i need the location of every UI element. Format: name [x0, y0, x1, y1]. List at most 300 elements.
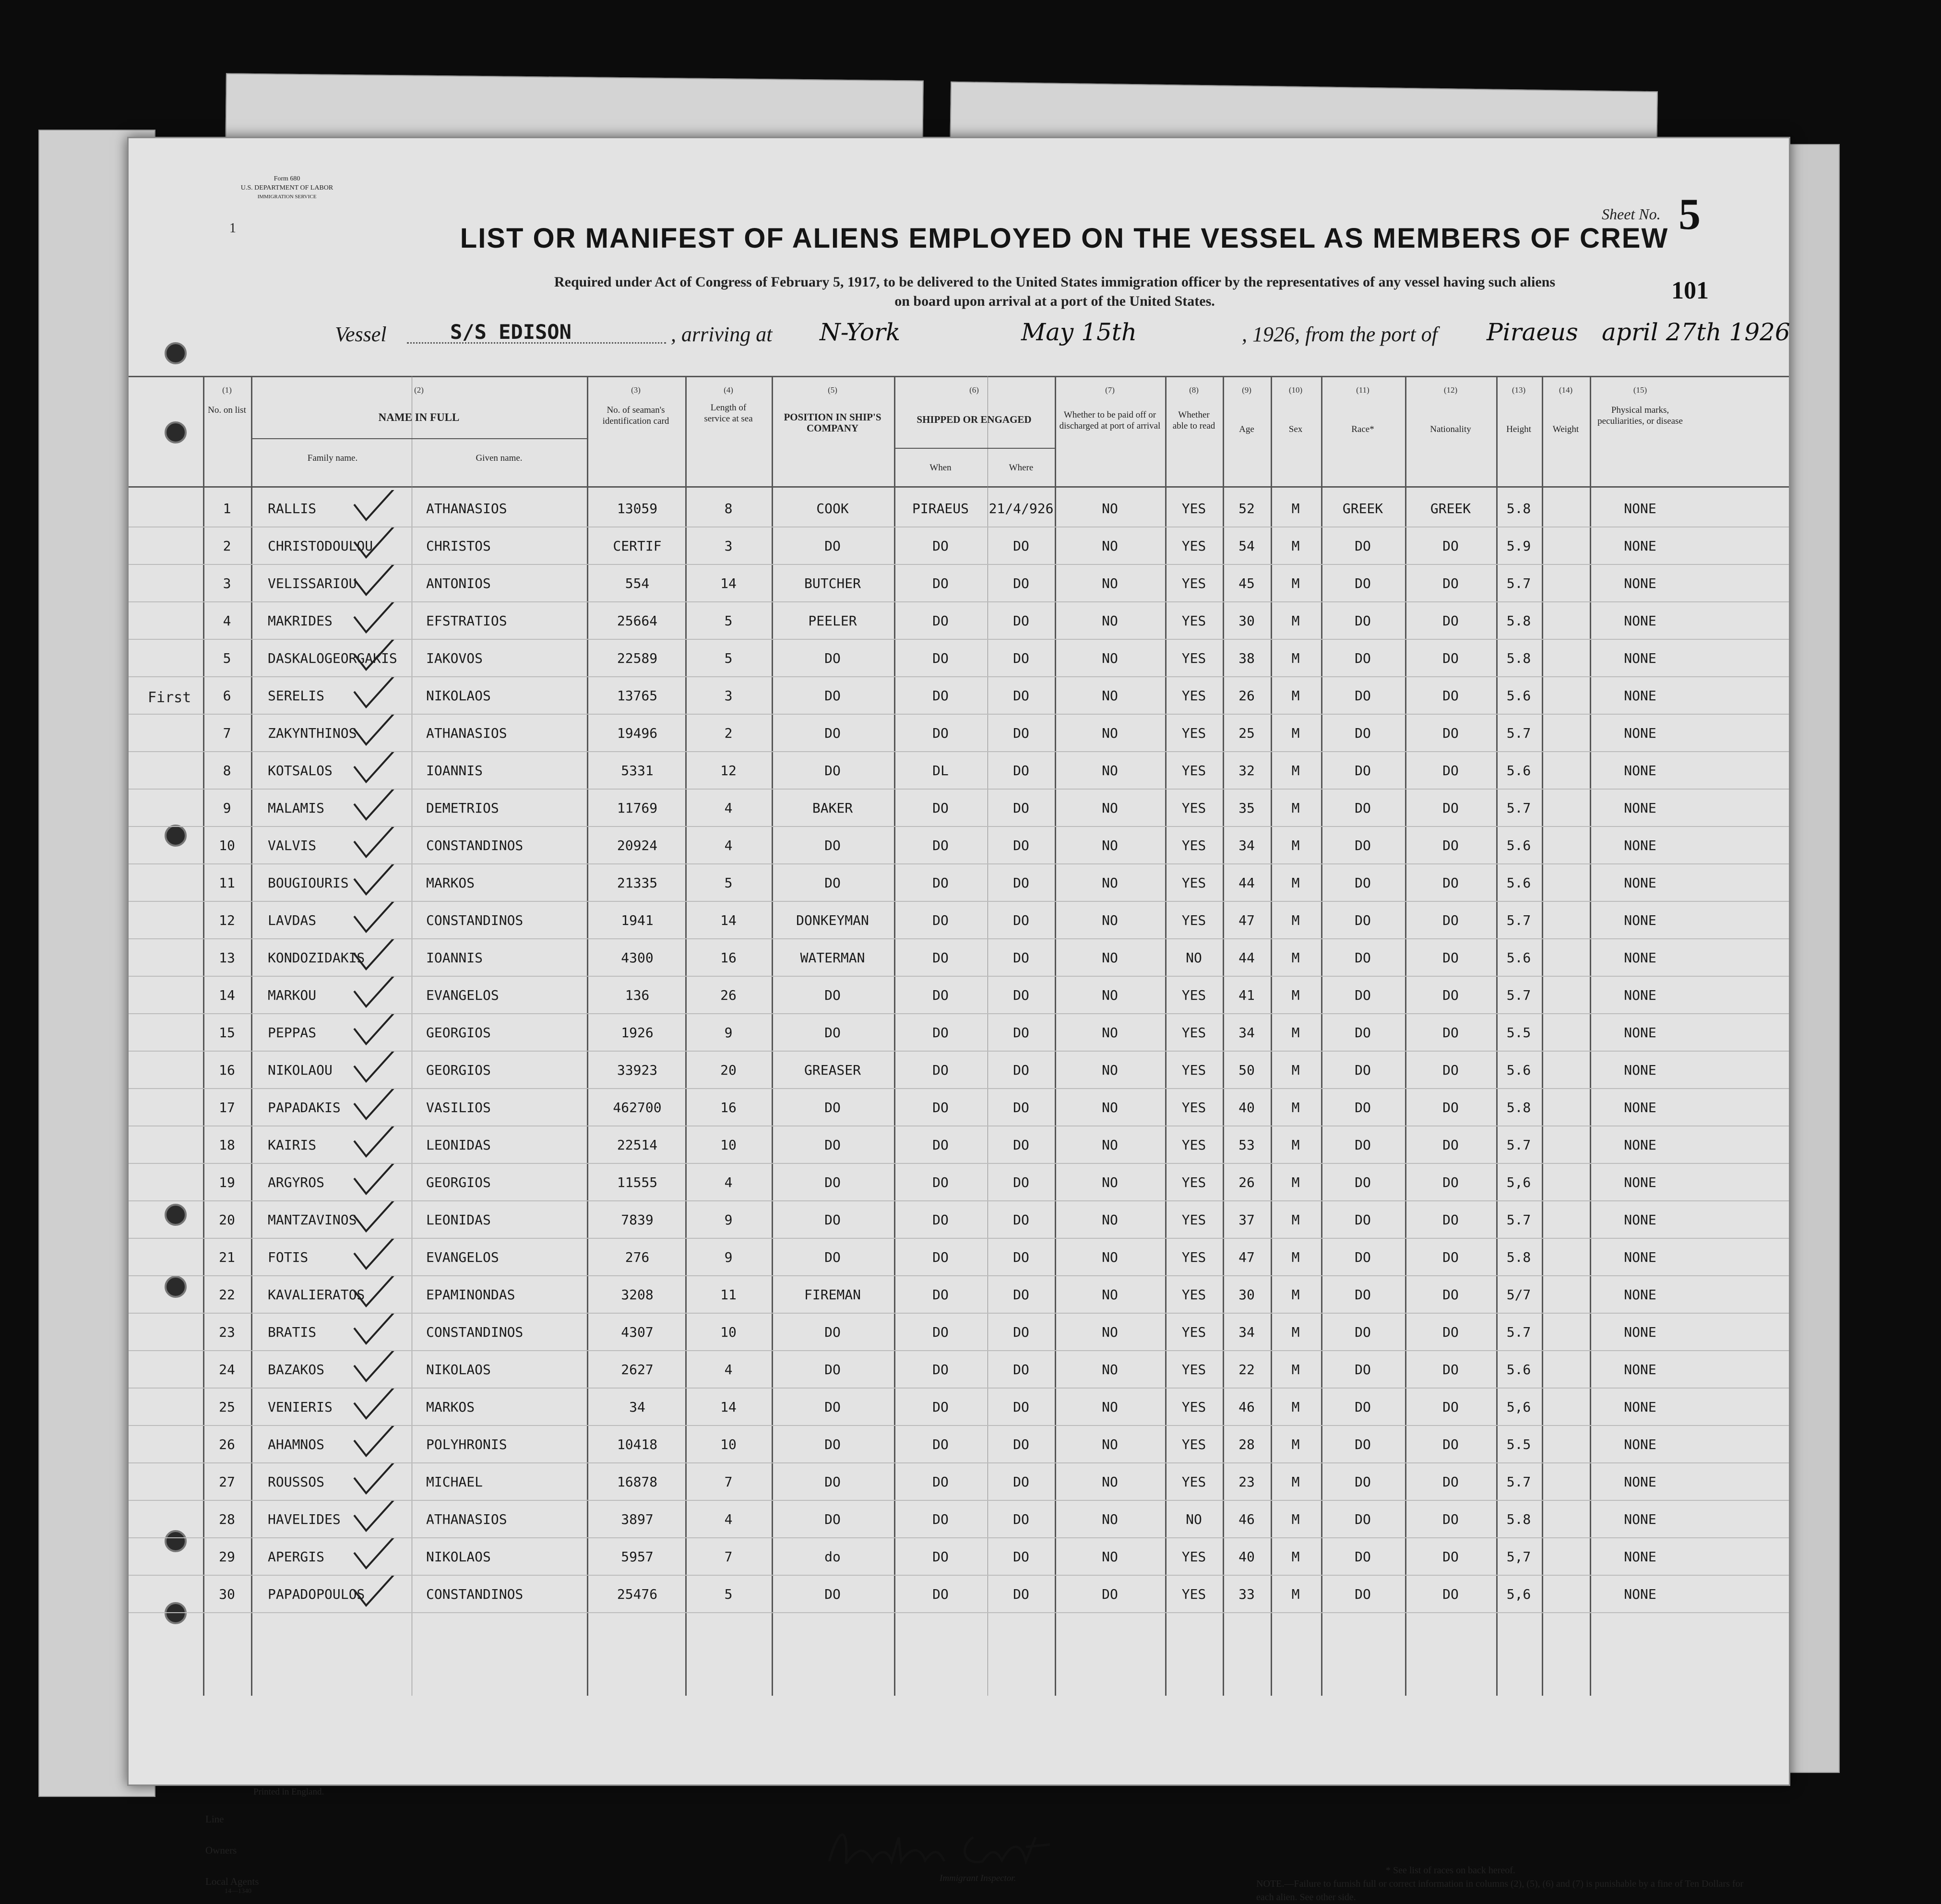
cell-family-name: FOTIS: [268, 1249, 309, 1265]
cell-service-length: 12: [720, 763, 737, 778]
cell-given-name: NIKOLAOS: [426, 1362, 491, 1377]
cell-age: 53: [1238, 1137, 1255, 1153]
cell-position: DO: [824, 763, 841, 778]
column-number: (2): [414, 385, 424, 395]
cell-family-name: RALLIS: [268, 501, 317, 516]
cell-age: 47: [1238, 912, 1255, 928]
cell-shipped-when: DO: [932, 1474, 949, 1490]
table-row: [129, 677, 1789, 714]
cell-race: DO: [1355, 1025, 1371, 1041]
header-given-name: Given name.: [476, 453, 523, 463]
cell-family-name: KONDOZIDAKIS: [268, 950, 365, 966]
cell-physical-marks: NONE: [1624, 763, 1656, 778]
cell-family-name: ARGYROS: [268, 1174, 325, 1190]
cell-row-number: 7: [223, 725, 231, 741]
cell-shipped-where: DO: [1013, 1399, 1029, 1415]
cell-physical-marks: NONE: [1624, 1511, 1656, 1527]
cell-nationality: GREEK: [1430, 501, 1471, 516]
cell-position: DO: [824, 650, 841, 666]
cell-id-card-number: 3897: [621, 1511, 654, 1527]
cell-race: DO: [1355, 950, 1371, 966]
cell-nationality: DO: [1442, 838, 1459, 853]
cell-race: DO: [1355, 538, 1371, 554]
cell-nationality: DO: [1442, 1324, 1459, 1340]
cell-shipped-when: DL: [932, 763, 949, 778]
cell-row-number: 22: [219, 1287, 235, 1303]
cell-shipped-when: DO: [932, 1324, 949, 1340]
cell-race: DO: [1355, 1362, 1371, 1377]
cell-given-name: LEONIDAS: [426, 1137, 491, 1153]
cell-physical-marks: NONE: [1624, 1100, 1656, 1115]
cell-service-length: 10: [720, 1437, 737, 1452]
form-department: U.S. DEPARTMENT OF LABOR: [240, 184, 333, 192]
cell-paid-off: NO: [1102, 763, 1118, 778]
check-mark-icon: [340, 640, 402, 673]
cell-paid-off: NO: [1102, 1025, 1118, 1041]
header-height: Height: [1506, 424, 1531, 434]
cell-sex: M: [1291, 1549, 1300, 1565]
footer-labels: [205, 1789, 273, 1895]
cell-service-length: 5: [724, 613, 733, 629]
column-number: (1): [222, 385, 232, 395]
cell-height: 5.6: [1506, 875, 1531, 891]
cell-nationality: DO: [1442, 1586, 1459, 1602]
cell-id-card-number: CERTIF: [613, 538, 662, 554]
header-when: When: [929, 463, 952, 473]
cell-given-name: CHRISTOS: [426, 538, 491, 554]
cell-paid-off: NO: [1102, 1174, 1118, 1190]
cell-service-length: 10: [720, 1324, 737, 1340]
cell-sex: M: [1291, 1324, 1300, 1340]
cell-family-name: KAVALIERATOS: [268, 1287, 365, 1303]
cell-paid-off: NO: [1102, 1212, 1118, 1228]
punch-hole: [165, 342, 187, 364]
cell-given-name: EFSTRATIOS: [426, 613, 507, 629]
cell-family-name: BAZAKOS: [268, 1362, 325, 1377]
cell-sex: M: [1291, 1511, 1300, 1527]
cell-sex: M: [1291, 1100, 1300, 1115]
cell-height: 5.8: [1506, 501, 1531, 516]
cell-race: DO: [1355, 1100, 1371, 1115]
cell-physical-marks: NONE: [1624, 1549, 1656, 1565]
cell-height: 5.8: [1506, 613, 1531, 629]
cell-position: DO: [824, 725, 841, 741]
cell-shipped-where: DO: [1013, 838, 1029, 853]
table-row: [129, 827, 1789, 863]
cell-age: 23: [1238, 1474, 1255, 1490]
cell-given-name: EPAMINONDAS: [426, 1287, 515, 1303]
cell-nationality: DO: [1442, 1511, 1459, 1527]
cell-physical-marks: NONE: [1624, 1062, 1656, 1078]
cell-family-name: MALAMIS: [268, 800, 325, 816]
cell-family-name: DASKALOGEORGAKIS: [268, 650, 397, 666]
cell-age: 30: [1238, 613, 1255, 629]
vessel-name: S/S EDISON: [450, 320, 572, 344]
cell-height: 5,7: [1506, 1549, 1531, 1565]
cell-race: DO: [1355, 1212, 1371, 1228]
cell-id-card-number: 1926: [621, 1025, 654, 1041]
cell-position: DONKEYMAN: [796, 912, 869, 928]
cell-able-to-read: YES: [1181, 1249, 1206, 1265]
table-row: [129, 1426, 1789, 1462]
cell-paid-off: NO: [1102, 1100, 1118, 1115]
cell-position: COOK: [816, 501, 849, 516]
vessel-label: Vessel: [335, 323, 387, 346]
cell-age: 34: [1238, 1025, 1255, 1041]
cell-shipped-when: DO: [932, 838, 949, 853]
check-mark-icon: [340, 977, 402, 1010]
table-row: [129, 527, 1789, 564]
cell-race: DO: [1355, 1586, 1371, 1602]
cell-sex: M: [1291, 1025, 1300, 1041]
cell-shipped-where: DO: [1013, 763, 1029, 778]
header-weight: Weight: [1552, 424, 1579, 434]
cell-shipped-when: PIRAEUS: [912, 501, 969, 516]
cell-age: 44: [1238, 875, 1255, 891]
cell-age: 50: [1238, 1062, 1255, 1078]
cell-row-number: 5: [223, 650, 231, 666]
cell-able-to-read: YES: [1181, 575, 1206, 591]
cell-service-length: 7: [724, 1549, 733, 1565]
cell-shipped-when: DO: [932, 725, 949, 741]
cell-physical-marks: NONE: [1624, 1287, 1656, 1303]
cell-able-to-read: YES: [1181, 1362, 1206, 1377]
header-shipped-engaged: SHIPPED OR ENGAGED: [917, 414, 1032, 425]
cell-service-length: 16: [720, 1100, 737, 1115]
cell-service-length: 4: [724, 838, 733, 853]
cell-sex: M: [1291, 1062, 1300, 1078]
cell-nationality: DO: [1442, 763, 1459, 778]
cell-physical-marks: NONE: [1624, 1324, 1656, 1340]
cell-given-name: GEORGIOS: [426, 1025, 491, 1041]
cell-shipped-where: DO: [1013, 575, 1029, 591]
header-position: POSITION IN SHIP'S COMPANY: [784, 411, 881, 434]
cell-given-name: ATHANASIOS: [426, 725, 507, 741]
header-where: Where: [1009, 463, 1034, 473]
cell-position: FIREMAN: [804, 1287, 861, 1303]
cell-service-length: 16: [720, 950, 737, 966]
cell-sex: M: [1291, 875, 1300, 891]
cell-shipped-when: DO: [932, 1586, 949, 1602]
cell-id-card-number: 34: [629, 1399, 645, 1415]
cell-shipped-when: DO: [932, 1287, 949, 1303]
cell-position: DO: [824, 1025, 841, 1041]
arrival-date: May 15th: [1021, 318, 1137, 346]
cell-able-to-read: YES: [1181, 650, 1206, 666]
cell-sex: M: [1291, 1474, 1300, 1490]
cell-height: 5.7: [1506, 1212, 1531, 1228]
cell-race: DO: [1355, 1137, 1371, 1153]
form-number: Form 680: [274, 175, 300, 182]
cell-height: 5.7: [1506, 725, 1531, 741]
header-family-name: Family name.: [307, 453, 358, 463]
cell-paid-off: NO: [1102, 688, 1118, 704]
cell-shipped-where: DO: [1013, 650, 1029, 666]
cell-row-number: 9: [223, 800, 231, 816]
cell-race: DO: [1355, 838, 1371, 853]
cell-height: 5.7: [1506, 912, 1531, 928]
manifest-sheet: [127, 137, 1790, 1903]
cell-height: 5.7: [1506, 575, 1531, 591]
cell-nationality: DO: [1442, 875, 1459, 891]
cell-height: 5.6: [1506, 1362, 1531, 1377]
cell-id-card-number: 16878: [617, 1474, 658, 1490]
cell-height: 5.8: [1506, 1511, 1531, 1527]
cell-sex: M: [1291, 987, 1300, 1003]
cell-position: DO: [824, 1324, 841, 1340]
cell-height: 5.6: [1506, 1062, 1531, 1078]
cell-paid-off: NO: [1102, 1287, 1118, 1303]
cell-shipped-when: DO: [932, 1511, 949, 1527]
cell-position: DO: [824, 1437, 841, 1452]
column-number: (8): [1189, 385, 1199, 395]
column-number: (7): [1105, 385, 1115, 395]
cell-able-to-read: YES: [1181, 838, 1206, 853]
sheet-number-label: Sheet No.: [1602, 205, 1661, 223]
check-mark-icon: [340, 752, 402, 786]
check-mark-icon: [340, 565, 402, 599]
check-mark-icon: [340, 902, 402, 935]
cell-service-length: 3: [724, 538, 733, 554]
header-sex: Sex: [1288, 424, 1303, 434]
cell-row-number: 27: [219, 1474, 235, 1490]
cell-row-number: 26: [219, 1437, 235, 1452]
cell-position: PEELER: [808, 613, 857, 629]
cell-able-to-read: YES: [1181, 1399, 1206, 1415]
cell-given-name: ANTONIOS: [426, 575, 491, 591]
cell-service-length: 26: [720, 987, 737, 1003]
cell-sex: M: [1291, 1137, 1300, 1153]
cell-paid-off: NO: [1102, 1437, 1118, 1452]
sheet-number: 5: [1679, 190, 1701, 239]
cell-height: 5.5: [1506, 1437, 1531, 1452]
cell-sex: M: [1291, 800, 1300, 816]
form-mark: 1: [229, 221, 236, 236]
cell-shipped-where: DO: [1013, 1100, 1029, 1115]
cell-given-name: GEORGIOS: [426, 1174, 491, 1190]
check-mark-icon: [340, 1314, 402, 1347]
cell-physical-marks: NONE: [1624, 950, 1656, 966]
cell-able-to-read: YES: [1181, 1287, 1206, 1303]
cell-able-to-read: YES: [1181, 538, 1206, 554]
cell-shipped-when: DO: [932, 613, 949, 629]
header-length-service: Length of service at sea: [704, 403, 753, 424]
header-race: Race*: [1351, 424, 1374, 434]
cell-id-card-number: 554: [625, 575, 650, 591]
cell-family-name: MANTZAVINOS: [268, 1212, 357, 1228]
cell-service-length: 11: [720, 1287, 737, 1303]
cell-service-length: 14: [720, 912, 737, 928]
cell-position: WATERMAN: [800, 950, 865, 966]
table-row: [129, 1351, 1789, 1388]
cell-position: DO: [824, 1249, 841, 1265]
footnote: [1256, 1864, 1746, 1904]
cell-shipped-where: DO: [1013, 1511, 1029, 1527]
cell-age: 40: [1238, 1100, 1255, 1115]
cell-paid-off: NO: [1102, 800, 1118, 816]
column-number: (4): [724, 385, 733, 395]
cell-row-number: 10: [219, 838, 235, 853]
cell-service-length: 9: [724, 1249, 733, 1265]
footer-owners-label: Owners: [205, 1844, 237, 1856]
cell-row-number: 2: [223, 538, 231, 554]
cell-given-name: IAKOVOS: [426, 650, 483, 666]
cell-id-card-number: 22589: [617, 650, 658, 666]
cell-position: DO: [824, 1474, 841, 1490]
cell-shipped-when: DO: [932, 1549, 949, 1565]
cell-service-length: 4: [724, 1511, 733, 1527]
cell-nationality: DO: [1442, 725, 1459, 741]
cell-paid-off: NO: [1102, 575, 1118, 591]
cell-id-card-number: 2627: [621, 1362, 654, 1377]
cell-able-to-read: YES: [1181, 1324, 1206, 1340]
cell-race: DO: [1355, 875, 1371, 891]
cell-nationality: DO: [1442, 1137, 1459, 1153]
footer-agents-code: 14—1340: [225, 1888, 251, 1895]
cell-sex: M: [1291, 575, 1300, 591]
cell-row-number: 15: [219, 1025, 235, 1041]
check-mark-icon: [340, 1576, 402, 1609]
inspector-signature: [820, 1818, 1069, 1876]
cell-paid-off: NO: [1102, 538, 1118, 554]
cell-shipped-where: DO: [1013, 688, 1029, 704]
cell-position: DO: [824, 1586, 841, 1602]
cell-race: GREEK: [1342, 501, 1383, 516]
check-mark-icon: [340, 1538, 402, 1572]
cell-nationality: DO: [1442, 688, 1459, 704]
cell-race: DO: [1355, 1062, 1371, 1078]
table-row: [129, 490, 1789, 527]
arriving-label: , arriving at: [671, 323, 773, 346]
cell-paid-off: NO: [1102, 987, 1118, 1003]
cell-service-length: 4: [724, 1174, 733, 1190]
cell-physical-marks: NONE: [1624, 1137, 1656, 1153]
cell-shipped-where: DO: [1013, 1287, 1029, 1303]
cell-height: 5.7: [1506, 800, 1531, 816]
column-number: (13): [1512, 385, 1526, 395]
cell-paid-off: NO: [1102, 613, 1118, 629]
cell-nationality: DO: [1442, 1100, 1459, 1115]
cell-physical-marks: NONE: [1624, 725, 1656, 741]
table-row: [129, 1538, 1789, 1575]
page-number: 101: [1671, 277, 1709, 304]
arriving-port: N-York: [820, 318, 901, 346]
cell-id-card-number: 5331: [621, 763, 654, 778]
column-number: (6): [969, 385, 979, 395]
cell-family-name: KAIRIS: [268, 1137, 317, 1153]
cell-age: 54: [1238, 538, 1255, 554]
cell-able-to-read: YES: [1181, 800, 1206, 816]
cell-able-to-read: YES: [1181, 1549, 1206, 1565]
cell-sex: M: [1291, 613, 1300, 629]
cell-nationality: DO: [1442, 1437, 1459, 1452]
cell-nationality: DO: [1442, 1249, 1459, 1265]
cell-row-number: 14: [219, 987, 235, 1003]
cell-race: DO: [1355, 1549, 1371, 1565]
cell-paid-off: NO: [1102, 725, 1118, 741]
cell-row-number: 25: [219, 1399, 235, 1415]
cell-shipped-where: DO: [1013, 987, 1029, 1003]
cell-height: 5.6: [1506, 838, 1531, 853]
cell-service-length: 5: [724, 1586, 733, 1602]
cell-service-length: 9: [724, 1212, 733, 1228]
cell-shipped-when: DO: [932, 1062, 949, 1078]
cell-shipped-when: DO: [932, 538, 949, 554]
cell-shipped-where: DO: [1013, 1212, 1029, 1228]
cell-shipped-when: DO: [932, 875, 949, 891]
cell-age: 46: [1238, 1399, 1255, 1415]
cell-able-to-read: YES: [1181, 1174, 1206, 1190]
cell-age: 34: [1238, 838, 1255, 853]
cell-race: DO: [1355, 800, 1371, 816]
table-row: [129, 1164, 1789, 1200]
check-mark-icon: [340, 715, 402, 748]
cell-height: 5.7: [1506, 1324, 1531, 1340]
cell-able-to-read: YES: [1181, 912, 1206, 928]
cell-height: 5.6: [1506, 763, 1531, 778]
check-mark-icon: [340, 602, 402, 636]
check-mark-icon: [340, 1351, 402, 1385]
cell-nationality: DO: [1442, 538, 1459, 554]
cell-height: 5,6: [1506, 1174, 1531, 1190]
cell-nationality: DO: [1442, 1474, 1459, 1490]
cell-id-card-number: 7839: [621, 1212, 654, 1228]
cell-physical-marks: NONE: [1624, 1249, 1656, 1265]
cell-age: 33: [1238, 1586, 1255, 1602]
cell-given-name: CONSTANDINOS: [426, 838, 524, 853]
cell-sex: M: [1291, 1174, 1300, 1190]
cell-race: DO: [1355, 650, 1371, 666]
cell-position: GREASER: [804, 1062, 861, 1078]
cell-height: 5.5: [1506, 1025, 1531, 1041]
cell-row-number: 1: [223, 501, 231, 516]
cell-paid-off: NO: [1102, 650, 1118, 666]
table-row: [129, 1576, 1789, 1612]
check-mark-icon: [340, 827, 402, 861]
cell-shipped-when: DO: [932, 1137, 949, 1153]
cell-row-number: 28: [219, 1511, 235, 1527]
cell-family-name: NIKOLAOU: [268, 1062, 333, 1078]
cell-able-to-read: YES: [1181, 1212, 1206, 1228]
cell-service-length: 3: [724, 688, 733, 704]
cell-id-card-number: 4300: [621, 950, 654, 966]
cell-id-card-number: 13059: [617, 501, 658, 516]
subheader-rule: [251, 438, 587, 439]
cell-id-card-number: 20924: [617, 838, 658, 853]
cell-shipped-where: DO: [1013, 1249, 1029, 1265]
cell-shipped-where: DO: [1013, 800, 1029, 816]
cell-family-name: AHAMNOS: [268, 1437, 325, 1452]
cell-shipped-when: DO: [932, 1025, 949, 1041]
table-row: [129, 902, 1789, 938]
cell-shipped-where: DO: [1013, 1549, 1029, 1565]
cell-shipped-when: DO: [932, 650, 949, 666]
cell-height: 5.7: [1506, 1137, 1531, 1153]
column-number: (5): [828, 385, 837, 395]
cell-physical-marks: NONE: [1624, 800, 1656, 816]
cell-sex: M: [1291, 1249, 1300, 1265]
cell-age: 26: [1238, 688, 1255, 704]
cell-height: 5.8: [1506, 1100, 1531, 1115]
margin-note: First: [148, 689, 191, 706]
cell-nationality: DO: [1442, 1287, 1459, 1303]
cell-race: DO: [1355, 725, 1371, 741]
cell-position: DO: [824, 1362, 841, 1377]
cell-able-to-read: YES: [1181, 1474, 1206, 1490]
header-age: Age: [1239, 424, 1254, 434]
cell-position: DO: [824, 838, 841, 853]
cell-shipped-when: DO: [932, 1212, 949, 1228]
